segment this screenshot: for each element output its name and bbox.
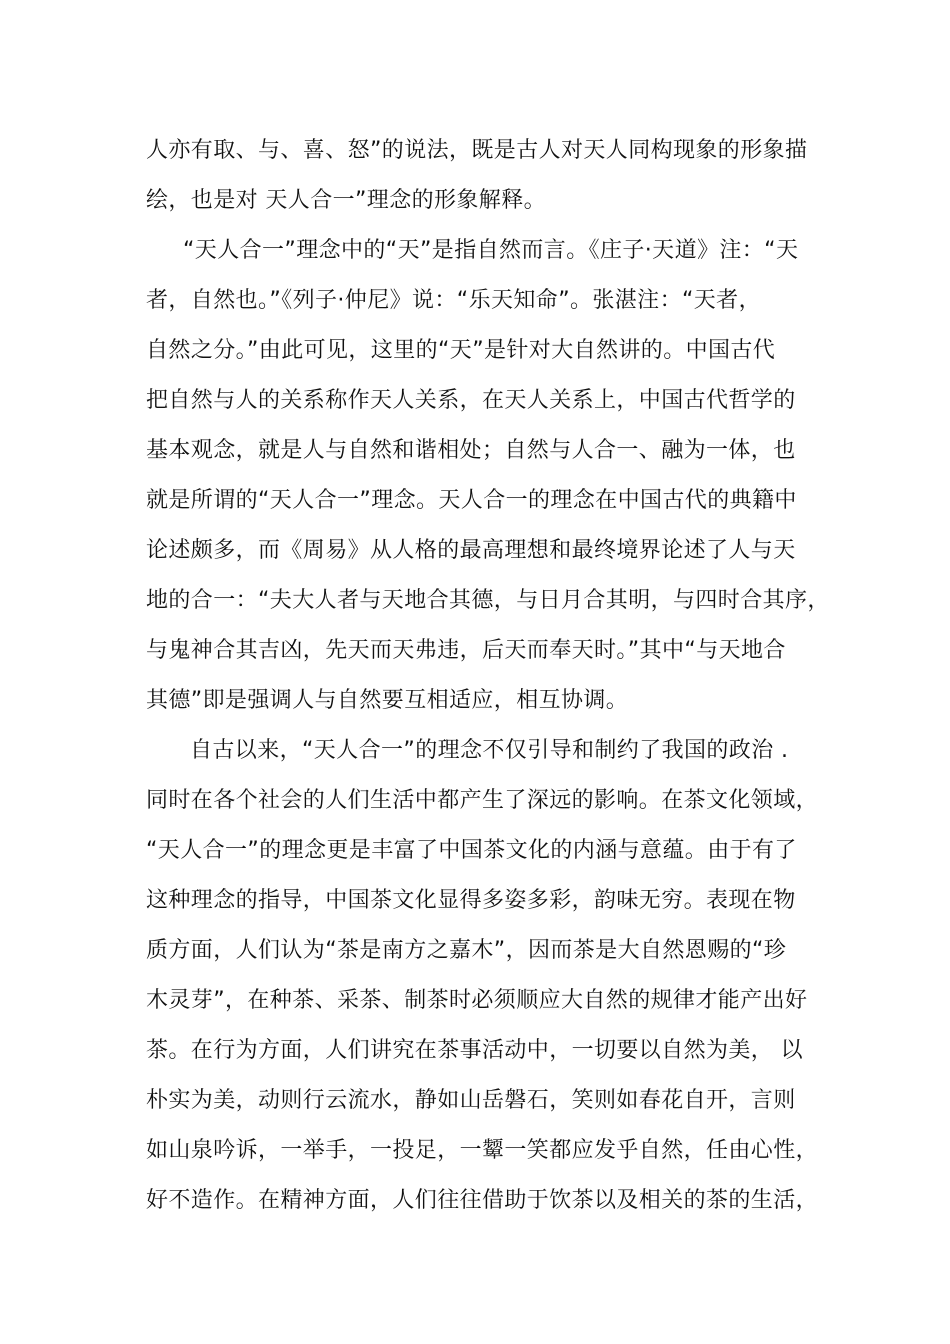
text-line: 这种理念的指导，中国茶文化显得多姿多彩，韵味无穷。表现在物 bbox=[146, 888, 796, 913]
text-line: 论述颇多，而《周易》从人格的最高理想和最终境界论述了人与天 bbox=[146, 538, 796, 563]
text-line: “天人合一”的理念更是丰富了中国茶文化的内涵与意蕴。由于有了 bbox=[146, 838, 797, 863]
text-line: 朴实为美，动则行云流水，静如山岳磐石，笑则如春花自开，言则 bbox=[146, 1088, 796, 1113]
text-line: 好不造作。在精神方面，人们往往借助于饮茶以及相关的茶的生活， bbox=[146, 1188, 819, 1213]
text-line: 者，自然也。”《列子·仲尼》说：“乐天知命”。张湛注：“天者， bbox=[146, 288, 761, 313]
text-line: 木灵芽”，在种茶、采茶、制茶时必须顺应大自然的规律才能产出好 bbox=[146, 988, 808, 1013]
text-line: 其德”即是强调人与自然要互相适应，相互协调。 bbox=[146, 688, 629, 713]
text-line: 地的合一：“夫大人者与天地合其德，与日月合其明，与四时合其序， bbox=[146, 588, 830, 613]
paragraph-start-line: “天人合一”理念中的“天”是指自然而言。《庄子·天道》注：“天 bbox=[183, 238, 799, 263]
paragraph-start-line: 自古以来，“天人合一”的理念不仅引导和制约了我国的政治 . bbox=[190, 738, 789, 763]
text-line: 绘，也是对 天人合一”理念的形象解释。 bbox=[146, 188, 546, 213]
text-line: 同时在各个社会的人们生活中都产生了深远的影响。在茶文化领域， bbox=[146, 788, 819, 813]
text-line: 基本观念，就是人与自然和谐相处；自然与人合一、融为一体，也 bbox=[146, 438, 796, 463]
text-line: 与鬼神合其吉凶，先天而天弗违，后天而奉天时。”其中“与天地合 bbox=[146, 638, 786, 663]
text-line: 就是所谓的“天人合一”理念。天人合一的理念在中国古代的典籍中 bbox=[146, 488, 797, 513]
text-line: 把自然与人的关系称作天人关系，在天人关系上，中国古代哲学的 bbox=[146, 388, 796, 413]
text-line: 人亦有取、与、喜、怒”的说法，既是古人对天人同构现象的形象描 bbox=[146, 138, 808, 163]
text-line: 如山泉吟诉，一举手，一投足，一颦一笑都应发乎自然，任由心性， bbox=[146, 1138, 819, 1163]
text-line: 茶。在行为方面，人们讲究在茶事活动中，一切要以自然为美， 以 bbox=[146, 1038, 803, 1063]
text-line: 自然之分。”由此可见，这里的“天”是针对大自然讲的。中国古代 bbox=[146, 338, 776, 363]
text-line: 质方面，人们认为“茶是南方之嘉木”，因而茶是大自然恩赐的“珍 bbox=[146, 938, 787, 963]
